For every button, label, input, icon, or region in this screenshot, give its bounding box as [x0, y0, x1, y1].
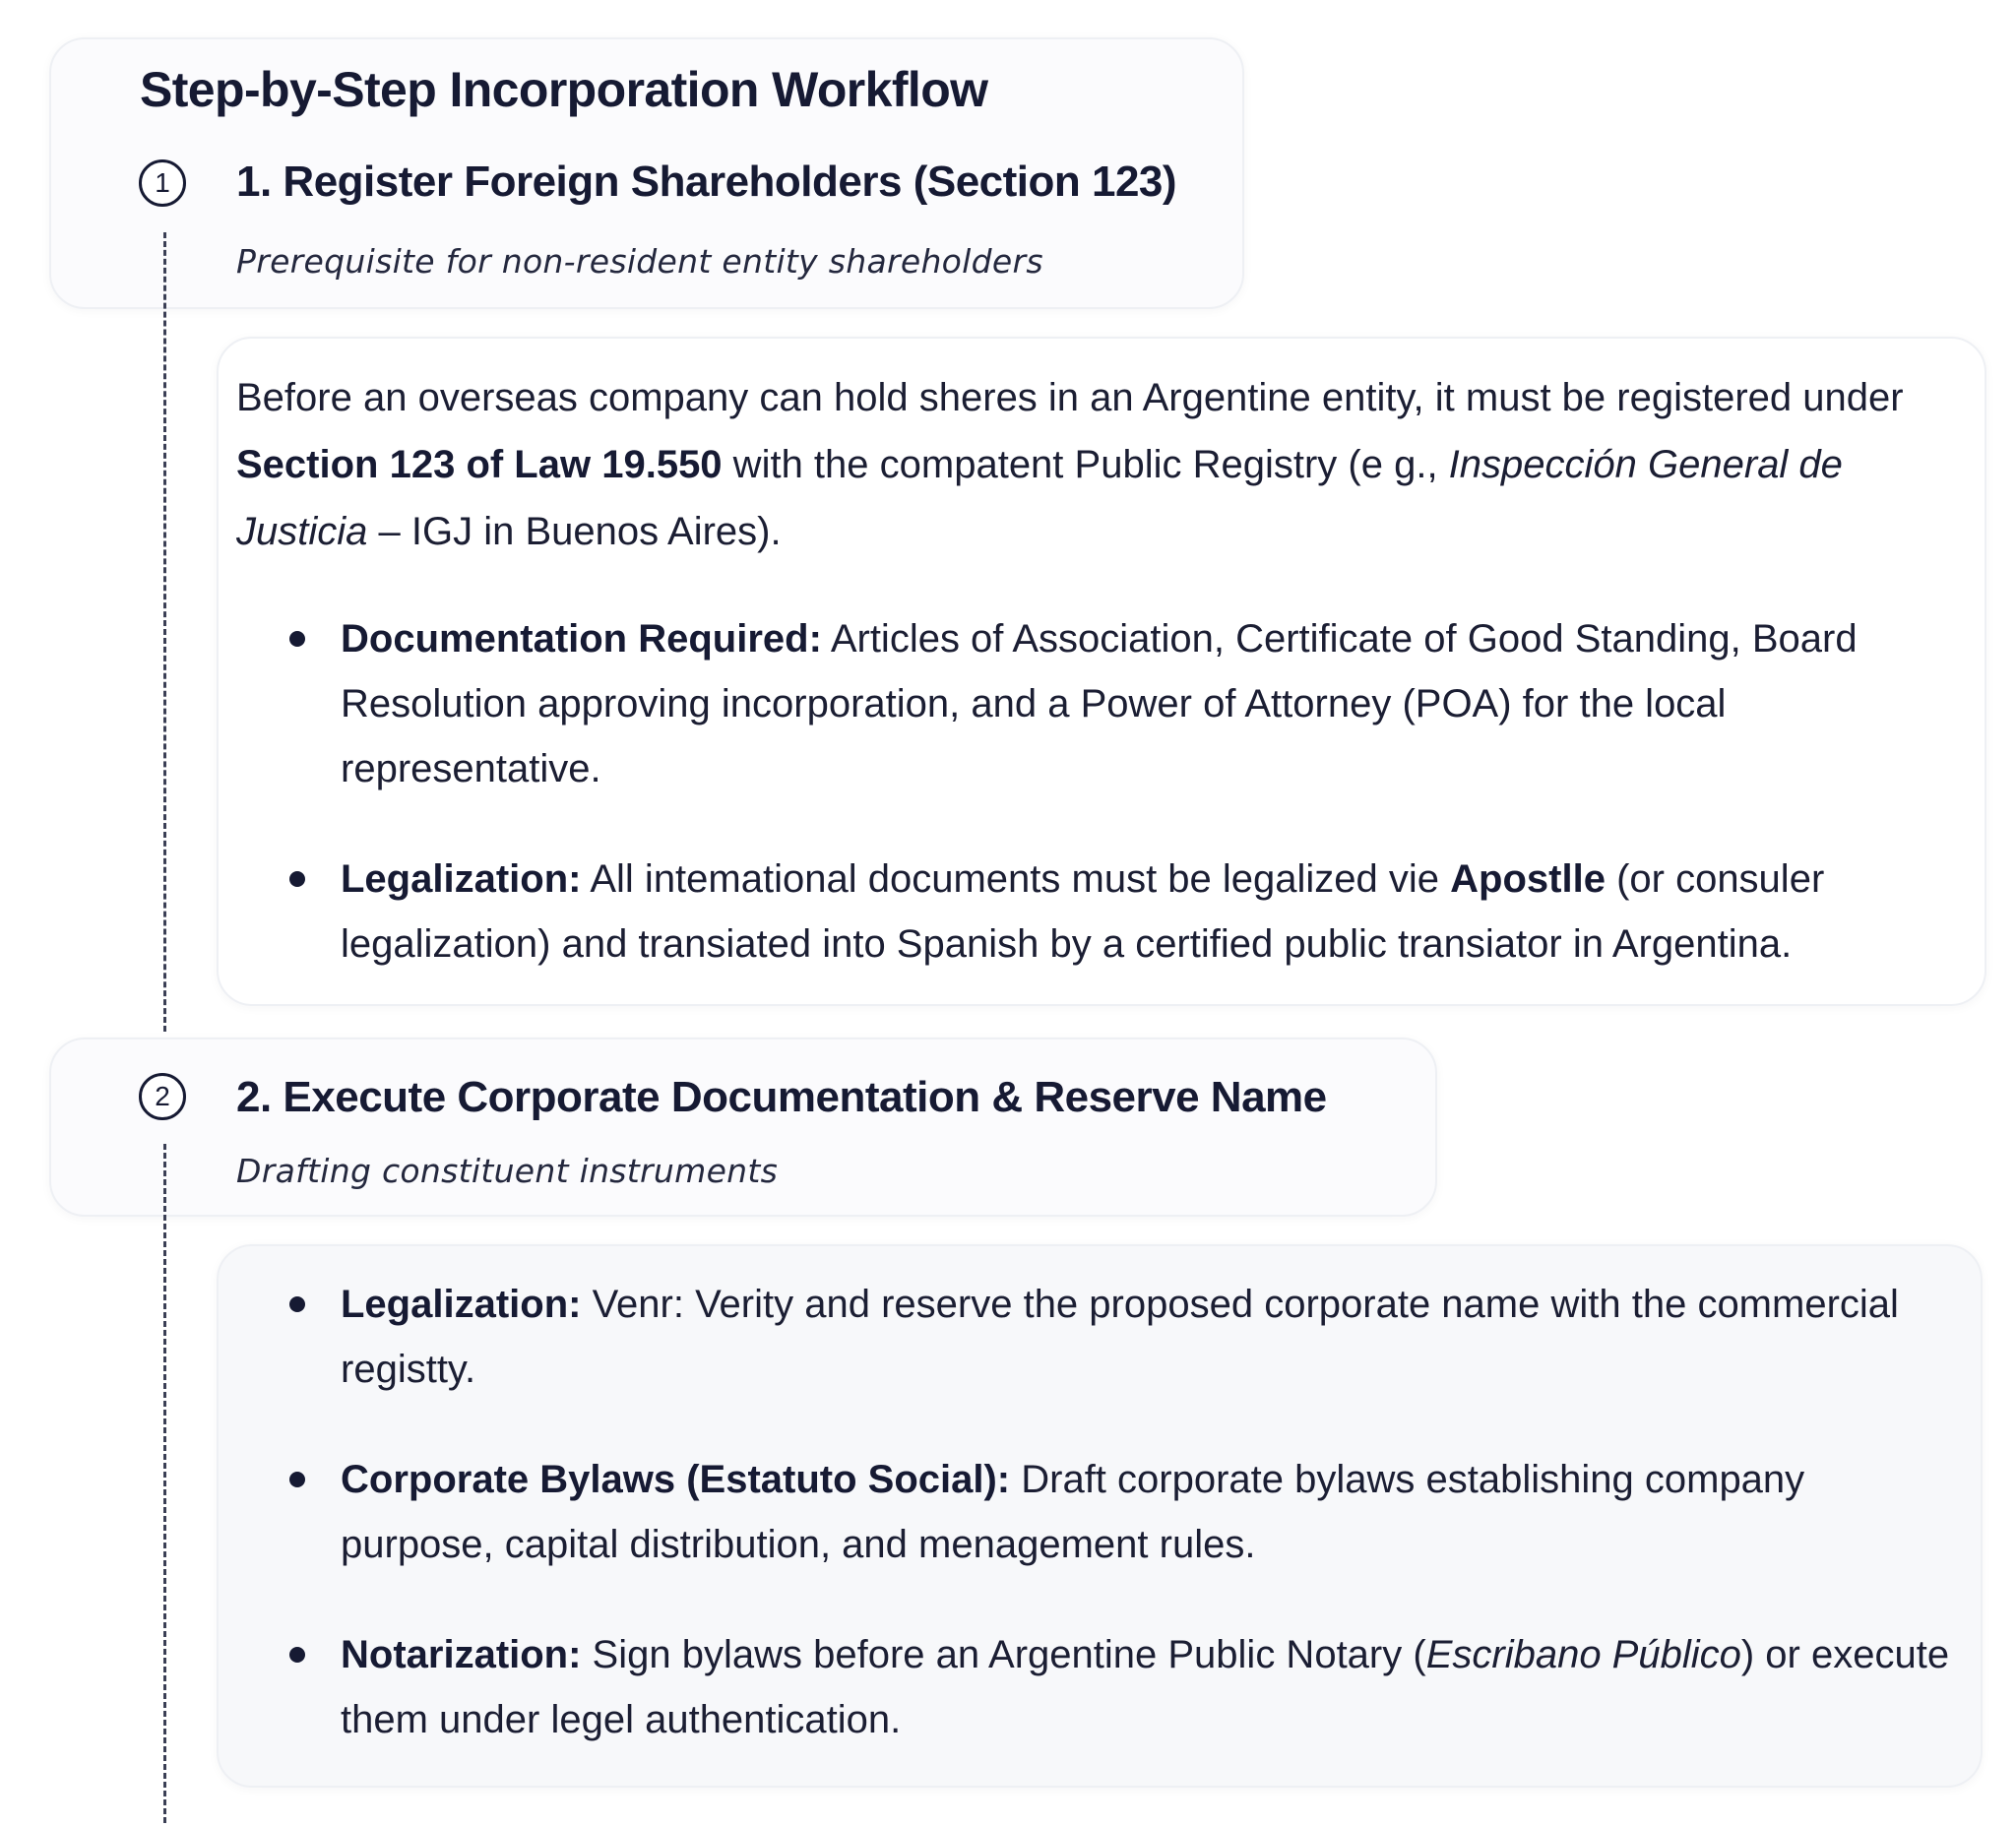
bullet-emphasis: Apostlle	[1450, 857, 1606, 901]
step-1-bullet-list	[287, 606, 1981, 1022]
step-number-badge	[139, 1073, 186, 1120]
timeline-connector	[163, 232, 166, 1032]
timeline-connector	[163, 1144, 166, 1823]
list-item	[287, 1622, 1951, 1752]
step-title: 1. Register Foreign Shareholders (Section 123)	[236, 158, 1177, 206]
list-item	[287, 1447, 1951, 1577]
bullet-text: (or consuler legalization) and transiated into Spanish by a certified public transiator in Argentina.	[341, 857, 1825, 966]
list-item	[287, 1272, 1951, 1402]
bullet-text: Sign bylaws before an Argentine Public Notary (	[581, 1633, 1426, 1676]
step-title: 2. Execute Corporate Documentation & Reserve Name	[236, 1073, 1327, 1121]
bullet-dot-icon	[289, 1472, 305, 1487]
page-title: Step-by-Step Incorporation Workflow	[140, 62, 988, 117]
bullet-label: Legalization:	[341, 857, 582, 901]
bullet-label: Corporate Bylaws (Estatuto Social):	[341, 1458, 1011, 1501]
step-intro-paragraph	[236, 364, 1969, 565]
bullet-text: ) or execute them under legel authentication.	[341, 1633, 1950, 1741]
step-2-bullet-list	[287, 1272, 1951, 1797]
bullet-text: All intemational documents must be legalized vie	[581, 857, 1451, 901]
bullet-emphasis: Escribano Público	[1425, 1633, 1741, 1676]
intro-text: – IGJ in Buenos Aires).	[367, 510, 782, 553]
intro-law-reference: Section 123 of Law 19.550	[236, 443, 723, 486]
bullet-dot-icon	[289, 631, 305, 647]
step-number-badge	[139, 159, 186, 207]
step-subtitle: Drafting constituent instruments	[236, 1152, 779, 1190]
bullet-text: Venr: Verity and reserve the proposed corporate name with the commercial registty.	[341, 1283, 1899, 1391]
step-number: 2	[155, 1081, 170, 1111]
bullet-dot-icon	[289, 1647, 305, 1663]
bullet-label: Notarization:	[341, 1633, 582, 1676]
bullet-label: Documentation Required:	[341, 617, 822, 661]
bullet-label: Legalization:	[341, 1283, 582, 1326]
bullet-dot-icon	[289, 1296, 305, 1312]
step-subtitle: Prerequisite for non-resident entity shareholders	[236, 242, 1043, 281]
intro-text: with the compatent Public Registry (e g.,	[722, 443, 1449, 486]
list-item	[287, 847, 1981, 976]
bullet-text: Draft corporate bylaws establishing company purpose, capital distribution, and menagement rules.	[341, 1458, 1805, 1566]
list-item	[287, 606, 1981, 801]
step-number: 1	[155, 167, 170, 198]
bullet-dot-icon	[289, 871, 305, 887]
intro-registry-name: Inspección General de Justicia	[236, 443, 1843, 553]
bullet-text: Articles of Association, Certificate of Good Standing, Board Resolution approving incorporation, and a Power of Attorney (POA) for the local representative.	[341, 617, 1858, 790]
intro-text: Before an overseas company can hold sheres in an Argentine entity, it must be registered under	[236, 376, 1904, 419]
